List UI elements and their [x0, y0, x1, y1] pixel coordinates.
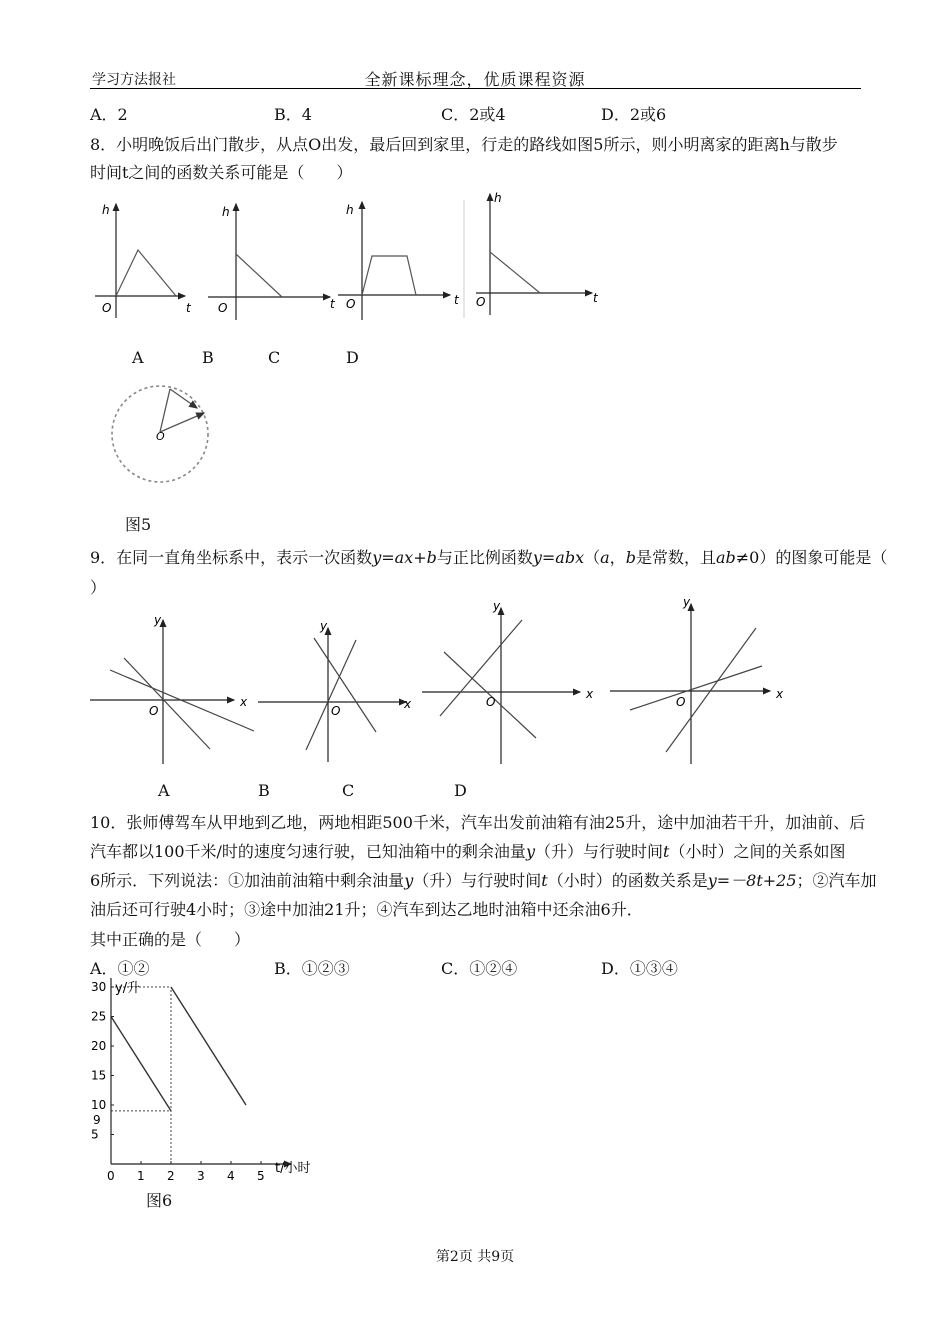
fig5-origin: O: [156, 430, 165, 443]
q9a-y-label: y: [154, 613, 162, 627]
q8b-t-label: t: [330, 297, 335, 311]
q8a-t-label: t: [186, 301, 191, 315]
page-footer: 第2页 共9页: [435, 1249, 515, 1265]
q8d-t-label: t: [593, 291, 598, 305]
q9c-origin: O: [486, 695, 496, 709]
q8-graph-label-c: C: [268, 348, 281, 367]
q8-graph-b: [208, 204, 336, 320]
fig6-series-line-2: [171, 987, 246, 1105]
q9-formula2: y=abx: [532, 548, 585, 567]
q10-option-c: C．①②④: [441, 959, 518, 978]
q10-l3b: （升）与行驶时间: [413, 871, 542, 890]
q8c-origin: O: [346, 297, 356, 311]
fig6-series-line-1: [111, 1017, 171, 1111]
q10-l2c: （小时）之间的关系如图: [669, 842, 846, 861]
q10-option-d: D．①③④: [601, 959, 678, 978]
q7-option-c: C．2或4: [441, 105, 506, 124]
q9-t3: （: [584, 548, 601, 567]
fig6-x-tick: 5: [257, 1169, 265, 1183]
q9-var-ab: ab: [715, 548, 736, 567]
fig6-y-tick: 25: [91, 1009, 107, 1024]
q8-graph-c: [338, 202, 460, 320]
fig6-caption: 图6: [146, 1191, 173, 1210]
q8-graph-label-a: A: [132, 348, 144, 367]
q9-t2: 与正比例函数: [436, 548, 533, 567]
q10-l2b: （升）与行驶时间: [534, 842, 663, 861]
q9c-x-label: x: [586, 687, 594, 701]
q10-text-line5: 其中正确的是（ ）: [90, 930, 251, 949]
q9-graph-label-c: C: [342, 781, 355, 800]
q10-l3d: ；②汽车加: [796, 871, 877, 890]
fig6-x-tick: 0: [107, 1169, 115, 1183]
q9-graphs: [86, 594, 806, 774]
fig5-caption: 图5: [125, 515, 152, 534]
q9-text-line1: [90, 545, 887, 568]
q8a-origin: O: [102, 301, 112, 315]
q9d-origin: O: [676, 695, 686, 709]
q9d-y-label: y: [683, 595, 691, 609]
fig6-y-tick: 20: [91, 1039, 107, 1053]
fig6-x-tick: 3: [197, 1169, 205, 1183]
q9-graph-label-b: B: [258, 781, 270, 800]
q9b-origin: O: [331, 704, 341, 718]
q9-graph-d: [610, 595, 784, 764]
q9-graph-a: [90, 613, 254, 764]
fig6-x-tick: 2: [167, 1169, 175, 1183]
fig5-route-diagram: [100, 378, 220, 488]
q10-text-line3: [90, 868, 877, 891]
fig6-x-tick: 1: [137, 1169, 145, 1183]
fig6-y-label: y/升: [115, 981, 141, 996]
q8a-h-label: h: [102, 203, 110, 217]
q10-l3-y: y: [404, 871, 414, 890]
q10-text-line1: 10．张师傅驾车从甲地到乙地，两地相距500千米，汽车出发前油箱有油25升，途中加油若干升，加油前、后: [90, 813, 866, 832]
q10-l3-formula: y=－8t+25: [707, 871, 797, 890]
fig6-y-tick: 10: [91, 1098, 107, 1112]
q9a-origin: O: [149, 704, 159, 718]
q10-l2-t: t: [663, 842, 670, 861]
q9c-y-label: y: [493, 599, 501, 613]
q9-t1: 9．在同一直角坐标系中，表示一次函数: [90, 548, 373, 567]
q7-option-d: D．2或6: [601, 105, 667, 124]
q9-graph-label-a: A: [158, 781, 170, 800]
q9-graph-label-d: D: [454, 781, 467, 800]
header-rule: [90, 88, 861, 89]
q8b-origin: O: [218, 301, 228, 315]
q9-formula1: y=ax+b: [372, 548, 437, 567]
q9a-x-label: x: [240, 695, 248, 709]
q9-var-b: b: [625, 548, 636, 567]
q8-graphs: [90, 190, 610, 330]
q9-t6: ≠0）的图象可能是（: [735, 548, 888, 567]
q10-option-b: B．①②③: [274, 959, 350, 978]
q9-t5: 是常数，且: [635, 548, 716, 567]
q8b-h-label: h: [222, 205, 230, 219]
q8-text-line2: 时间t之间的函数关系可能是（ ）: [90, 163, 353, 182]
q9-var-a: a: [600, 548, 610, 567]
q10-text-line4: 油后还可行驶4小时；③途中加油21升；④汽车到达乙地时油箱中还余油6升．: [90, 900, 643, 919]
q10-l3a: 6所示．下列说法：①加油前油箱中剩余油量: [90, 871, 405, 890]
q8-graph-label-d: D: [346, 348, 359, 367]
q8d-h-label: h: [494, 191, 502, 205]
fig6-y-tick-extra: 9: [93, 1112, 101, 1127]
q9b-x-label: x: [404, 697, 412, 711]
q8-graph-d: [464, 191, 599, 318]
q9-graph-b: [258, 619, 412, 762]
q7-option-b: B．4: [274, 105, 312, 124]
q9d-x-label: x: [776, 687, 784, 701]
q10-option-a: A．①②: [90, 959, 150, 978]
fig6-x-label: t/小时: [275, 1161, 311, 1176]
q8-graph-a: [95, 203, 192, 318]
fig6-y-tick: 5: [91, 1127, 99, 1142]
header-center: 全新课标理念，优质课程资源: [364, 70, 586, 89]
q10-l2-y: y: [525, 842, 535, 861]
q9-graph-c: [422, 599, 594, 764]
q8-graph-label-b: B: [202, 348, 214, 367]
q10-l3c: （小时）的函数关系是: [547, 871, 708, 890]
q10-l3-t: t: [541, 871, 548, 890]
fig6-y-tick: 30: [91, 980, 107, 994]
q8d-origin: O: [476, 295, 486, 309]
q9b-y-label: y: [320, 619, 328, 633]
fig6-x-tick: 4: [227, 1169, 235, 1183]
q9-t4: ，: [609, 548, 626, 567]
q9-text-line2: ）: [90, 578, 107, 597]
q10-l2a: 汽车都以100千米/时的速度匀速行驶，已知油箱中的剩余油量: [90, 842, 526, 861]
q8-text-line1: 8．小明晚饭后出门散步，从点O出发，最后回到家里，行走的路线如图5所示，则小明离家的距离h与散步: [90, 135, 838, 154]
q7-option-a: A．2: [90, 105, 128, 124]
q8c-t-label: t: [454, 293, 459, 307]
q10-text-line2: [90, 839, 845, 862]
fig6-y-tick: 15: [91, 1068, 107, 1083]
q8c-h-label: h: [346, 203, 354, 217]
header-left: 学习方法报社: [92, 72, 176, 88]
fig6-chart: [80, 978, 340, 1188]
